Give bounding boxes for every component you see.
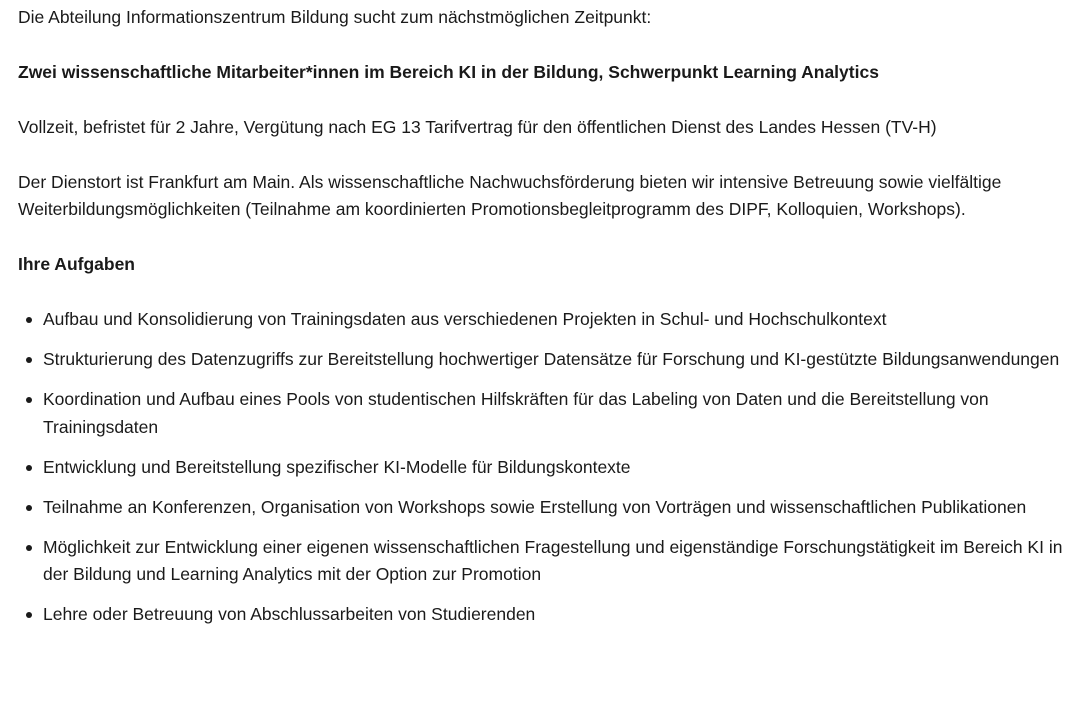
location-description: Der Dienstort ist Frankfurt am Main. Als wissenschaftliche Nachwuchsförderung bieten wir intensive Betreuung sowie vielfältige Weiterbildungsmöglichkeiten (Teilnahme am koordinierten Promotionsbegleitprogramm des DIPF, Kolloquien, Workshops). — [18, 172, 1002, 219]
list-item — [18, 454, 1086, 482]
task-text: Strukturierung des Datenzugriffs zur Bereitstellung hochwertiger Datensätze für Forschung und KI-gestützte Bildungsanwendungen — [43, 349, 1060, 369]
job-title: Zwei wissenschaftliche Mitarbeiter*innen im Bereich KI in der Bildung, Schwerpunkt Learning Analytics — [18, 62, 879, 82]
list-item — [18, 601, 1086, 629]
list-item — [18, 346, 1086, 374]
bullet-icon — [26, 465, 32, 471]
employment-terms: Vollzeit, befristet für 2 Jahre, Vergütung nach EG 13 Tarifvertrag für den öffentlichen Dienst des Landes Hessen (TV-H) — [18, 117, 937, 137]
list-item — [18, 306, 1086, 334]
bullet-icon — [26, 612, 32, 618]
bullet-icon — [26, 397, 32, 403]
task-text: Lehre oder Betreuung von Abschlussarbeiten von Studierenden — [43, 604, 536, 624]
bullet-icon — [26, 545, 32, 551]
tasks-heading: Ihre Aufgaben — [18, 254, 135, 274]
list-item — [18, 386, 1086, 441]
task-text: Möglichkeit zur Entwicklung einer eigenen wissenschaftlichen Fragestellung und eigenständige Forschungstätigkeit im Bereich KI in der Bildung und Learning Analytics mit der Option zur Promotion — [43, 536, 1063, 584]
list-item — [18, 534, 1086, 589]
bullet-icon — [26, 317, 32, 323]
list-item — [18, 494, 1086, 522]
intro-text: Die Abteilung Informationszentrum Bildung sucht zum nächstmöglichen Zeitpunkt: — [18, 7, 652, 27]
task-text: Entwicklung und Bereitstellung spezifischer KI-Modelle für Bildungskontexte — [43, 456, 631, 477]
task-text: Aufbau und Konsolidierung von Trainingsdaten aus verschiedenen Projekten in Schul- und Hochschulkontext — [43, 309, 887, 329]
task-text: Koordination und Aufbau eines Pools von studentischen Hilfskräften für das Labeling von Daten und die Bereitstellung von Trainingsdaten — [43, 389, 989, 437]
bullet-icon — [26, 505, 32, 511]
tasks-list — [18, 306, 1086, 629]
task-text: Teilnahme an Konferenzen, Organisation von Workshops sowie Erstellung von Vorträgen und wissenschaftlichen Publikationen — [43, 496, 1027, 517]
bullet-icon — [26, 357, 32, 363]
